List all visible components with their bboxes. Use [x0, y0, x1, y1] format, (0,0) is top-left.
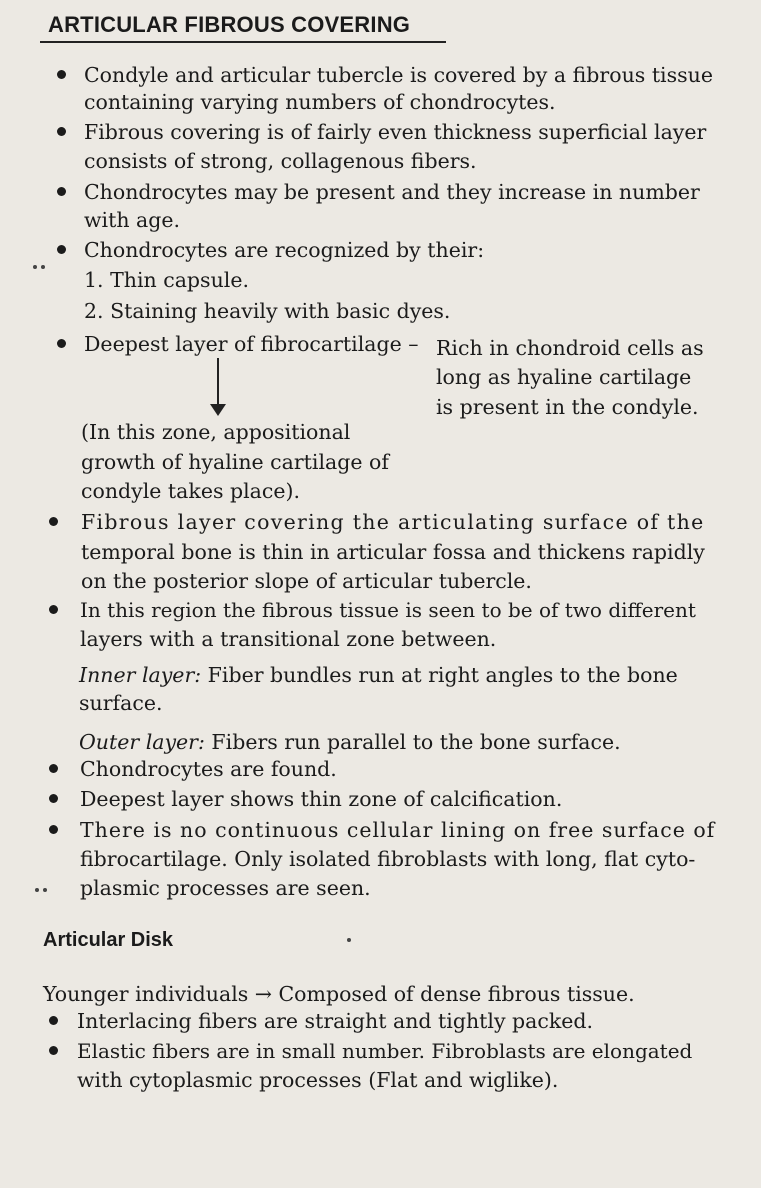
heading-underline	[40, 41, 446, 43]
body-line: Condyle and articular tubercle is covered by a fibrous tissue	[84, 63, 713, 87]
body-line: plasmic processes are seen.	[80, 876, 371, 900]
body-line: Fibrous layer covering the articulating surface of the	[81, 510, 705, 534]
down-arrow-icon	[217, 358, 219, 408]
stray-mark	[35, 888, 39, 892]
bullet	[57, 245, 66, 254]
body-line: Elastic fibers are in small number. Fibroblasts are elongated	[77, 1039, 693, 1063]
bullet	[49, 1016, 58, 1025]
bullet	[49, 1046, 58, 1055]
stray-mark	[43, 888, 47, 892]
body-line: In this region the fibrous tissue is seen to be of two different	[80, 598, 696, 622]
stray-mark	[347, 938, 351, 942]
body-line: surface.	[79, 691, 163, 715]
inner-layer-line	[79, 661, 678, 690]
body-line: long as hyaline cartilage	[436, 365, 692, 389]
stray-mark	[33, 265, 37, 269]
bullet	[57, 127, 66, 136]
body-line: is present in the condyle.	[436, 395, 699, 419]
bullet	[49, 517, 58, 526]
bullet	[57, 339, 66, 348]
bullet	[49, 764, 58, 773]
body-line: layers with a transitional zone between.	[80, 627, 497, 651]
note-line: (In this zone, appositional	[81, 420, 351, 444]
bullet	[57, 187, 66, 196]
bullet	[49, 825, 58, 834]
body-line: Rich in chondroid cells as	[436, 336, 704, 360]
body-line: with cytoplasmic processes (Flat and wiglike).	[77, 1068, 559, 1092]
body-line: fibrocartilage. Only isolated fibroblasts with long, flat cyto-	[80, 847, 696, 871]
body-line: Younger individuals → Composed of dense fibrous tissue.	[43, 982, 635, 1006]
stray-mark	[41, 265, 45, 269]
bullet	[49, 605, 58, 614]
body-line: Chondrocytes are found.	[80, 757, 337, 781]
body-line: Deepest layer of fibrocartilage –	[84, 332, 419, 356]
bullet	[57, 70, 66, 79]
body-line: Deepest layer shows thin zone of calcification.	[80, 787, 563, 811]
body-line: There is no continuous cellular lining on free surface of	[80, 818, 716, 842]
numbered-item: 1. Thin capsule.	[84, 268, 249, 292]
body-line: Fibrous covering is of fairly even thickness superficial layer	[84, 120, 707, 144]
inner-layer-text: Fiber bundles run at right angles to the bone	[201, 663, 678, 687]
subsection-title: Articular Disk	[43, 929, 174, 951]
body-line: Interlacing fibers are straight and tightly packed.	[77, 1009, 594, 1033]
outer-layer-label: Outer layer:	[79, 730, 205, 754]
body-line: with age.	[84, 208, 181, 232]
body-line: consists of strong, collagenous fibers.	[84, 149, 477, 173]
body-line: Chondrocytes may be present and they increase in number	[84, 180, 700, 204]
inner-layer-label: Inner layer:	[79, 663, 202, 687]
body-line: temporal bone is thin in articular fossa and thickens rapidly	[81, 540, 705, 564]
note-line: condyle takes place).	[81, 479, 301, 503]
arrow-head-icon	[210, 404, 226, 416]
body-line: containing varying numbers of chondrocytes.	[84, 90, 556, 114]
note-line: growth of hyaline cartilage of	[81, 450, 389, 474]
bullet	[49, 794, 58, 803]
outer-layer-line	[79, 728, 621, 757]
body-line: on the posterior slope of articular tubercle.	[81, 569, 532, 593]
body-line: Chondrocytes are recognized by their:	[84, 238, 485, 262]
numbered-item: 2. Staining heavily with basic dyes.	[84, 299, 451, 323]
outer-layer-text: Fibers run parallel to the bone surface.	[204, 730, 621, 754]
section-heading: ARTICULAR FIBROUS COVERING	[48, 12, 411, 37]
